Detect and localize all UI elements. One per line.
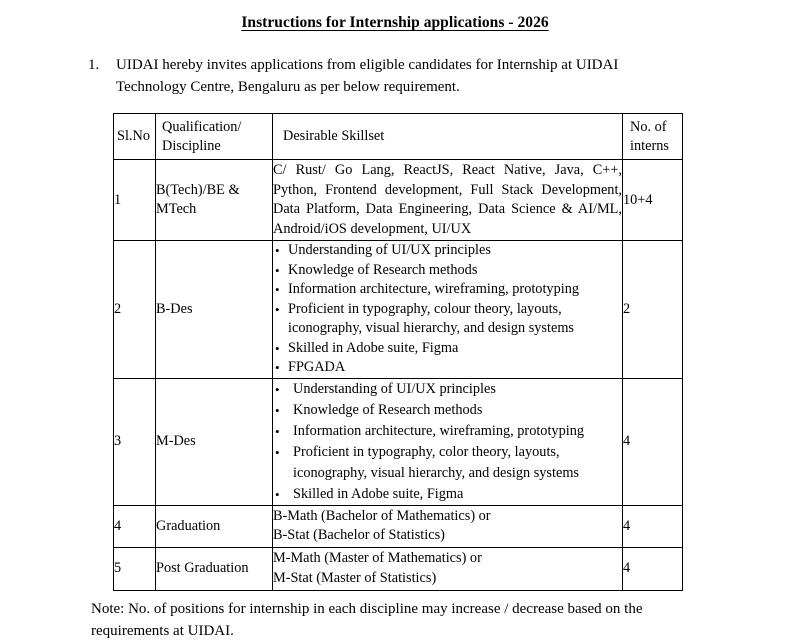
page-title [0,14,790,32]
row-qualification: B-Des [156,241,273,379]
footer-note-line2: requirements at UIDAI. [91,623,234,639]
intro-list-item [88,54,688,98]
row-skillset [273,505,623,547]
row-sl-no: 1 [114,160,156,241]
skillset-bullet-list [273,241,622,378]
row-interns-count: 4 [623,547,683,590]
column-header-qualification [156,114,273,160]
row-qualification-line2: MTech [156,201,197,217]
intro-line-1: UIDAI hereby invites applications from eligible candidates for Internship at UIDAI [116,57,619,73]
column-header-skillset: Desirable Skillset [273,114,623,160]
list-item-text: Proficient in typography, color theory, layouts, [293,443,560,460]
list-item [273,280,622,300]
row-skillset-line1: B-Math (Bachelor of Mathematics) or [273,507,491,524]
list-item [273,241,622,261]
list-item [273,300,622,339]
row-skillset-text: C/ Rust/ Go Lang, ReactJS, React Native, Java, C++, Python, Frontend development, Full Stack Development, Data Platform, Data Engineering, Data Science & AI/ML, Android/iOS development, UI/UX [273,162,622,237]
footer-note-line1: Note: No. of positions for internship in each discipline may increase / decrease based on the [91,601,643,617]
table-row [114,160,683,241]
list-item [273,379,622,400]
list-item [273,421,622,442]
row-skillset-line1: M-Math (Master of Mathematics) or [273,550,482,566]
table-row [114,241,683,379]
list-item-text-continued: iconography, visual hierarchy, and design systems [293,464,580,481]
intro-paragraph [88,54,688,98]
intro-line-2: Technology Centre, Bengaluru as per below requirement. [116,79,460,95]
column-header-interns [623,114,683,160]
list-item-text: Skilled in Adobe suite, Figma [288,339,459,356]
list-item-text: Information architecture, wireframing, prototyping [288,281,579,297]
list-item-text: Information architecture, wireframing, prototyping [293,422,584,439]
list-item [273,358,622,378]
list-item-text: Understanding of UI/UX principles [293,380,496,397]
list-item-text: Knowledge of Research methods [293,401,483,418]
row-sl-no: 2 [114,241,156,379]
list-item [273,261,622,281]
list-item [273,339,622,359]
row-sl-no: 4 [114,505,156,547]
row-qualification [156,160,273,241]
list-item-text: FPGADA [288,359,346,375]
list-item-text: Proficient in typography, colour theory, layouts, [288,300,562,317]
table-row [114,505,683,547]
table-header-row [114,114,683,160]
row-skillset [273,241,623,379]
column-header-qualification-line1: Qualification/ [162,119,242,135]
list-item [273,442,622,484]
row-qualification: M-Des [156,378,273,505]
row-interns-count: 4 [623,378,683,505]
footer-note [91,598,689,642]
table-row [114,547,683,590]
row-skillset [273,547,623,590]
row-qualification-line1: B(Tech)/BE & [156,182,240,198]
row-sl-no: 5 [114,547,156,590]
table-row [114,378,683,505]
list-item [273,484,622,505]
row-skillset [273,160,623,241]
row-sl-no: 3 [114,378,156,505]
list-item-text: Skilled in Adobe suite, Figma [293,485,464,502]
column-header-qualification-line2: Discipline [162,137,221,154]
row-interns-count: 10+4 [623,160,683,241]
row-qualification: Graduation [156,505,273,547]
page-title-text: Instructions for Internship applications - 2026 [241,14,549,31]
skillset-bullet-list [273,379,622,505]
row-skillset [273,378,623,505]
row-interns-count: 4 [623,505,683,547]
column-header-interns-line1: No. of [630,119,667,135]
requirements-table [113,113,683,591]
intro-list-number: 1. [88,57,100,73]
list-item-text: Knowledge of Research methods [288,261,478,278]
row-qualification: Post Graduation [156,547,273,590]
column-header-interns-line2: interns [630,137,669,154]
row-skillset-line2: M-Stat (Master of Statistics) [273,569,437,586]
column-header-sl-no: Sl.No [114,114,156,160]
list-item-text-continued: iconography, visual hierarchy, and design systems [288,320,575,336]
row-interns-count: 2 [623,241,683,379]
row-skillset-line2: B-Stat (Bachelor of Statistics) [273,527,445,543]
intro-list-text [116,54,688,98]
list-item [273,400,622,421]
list-item-text: Understanding of UI/UX principles [288,242,491,258]
